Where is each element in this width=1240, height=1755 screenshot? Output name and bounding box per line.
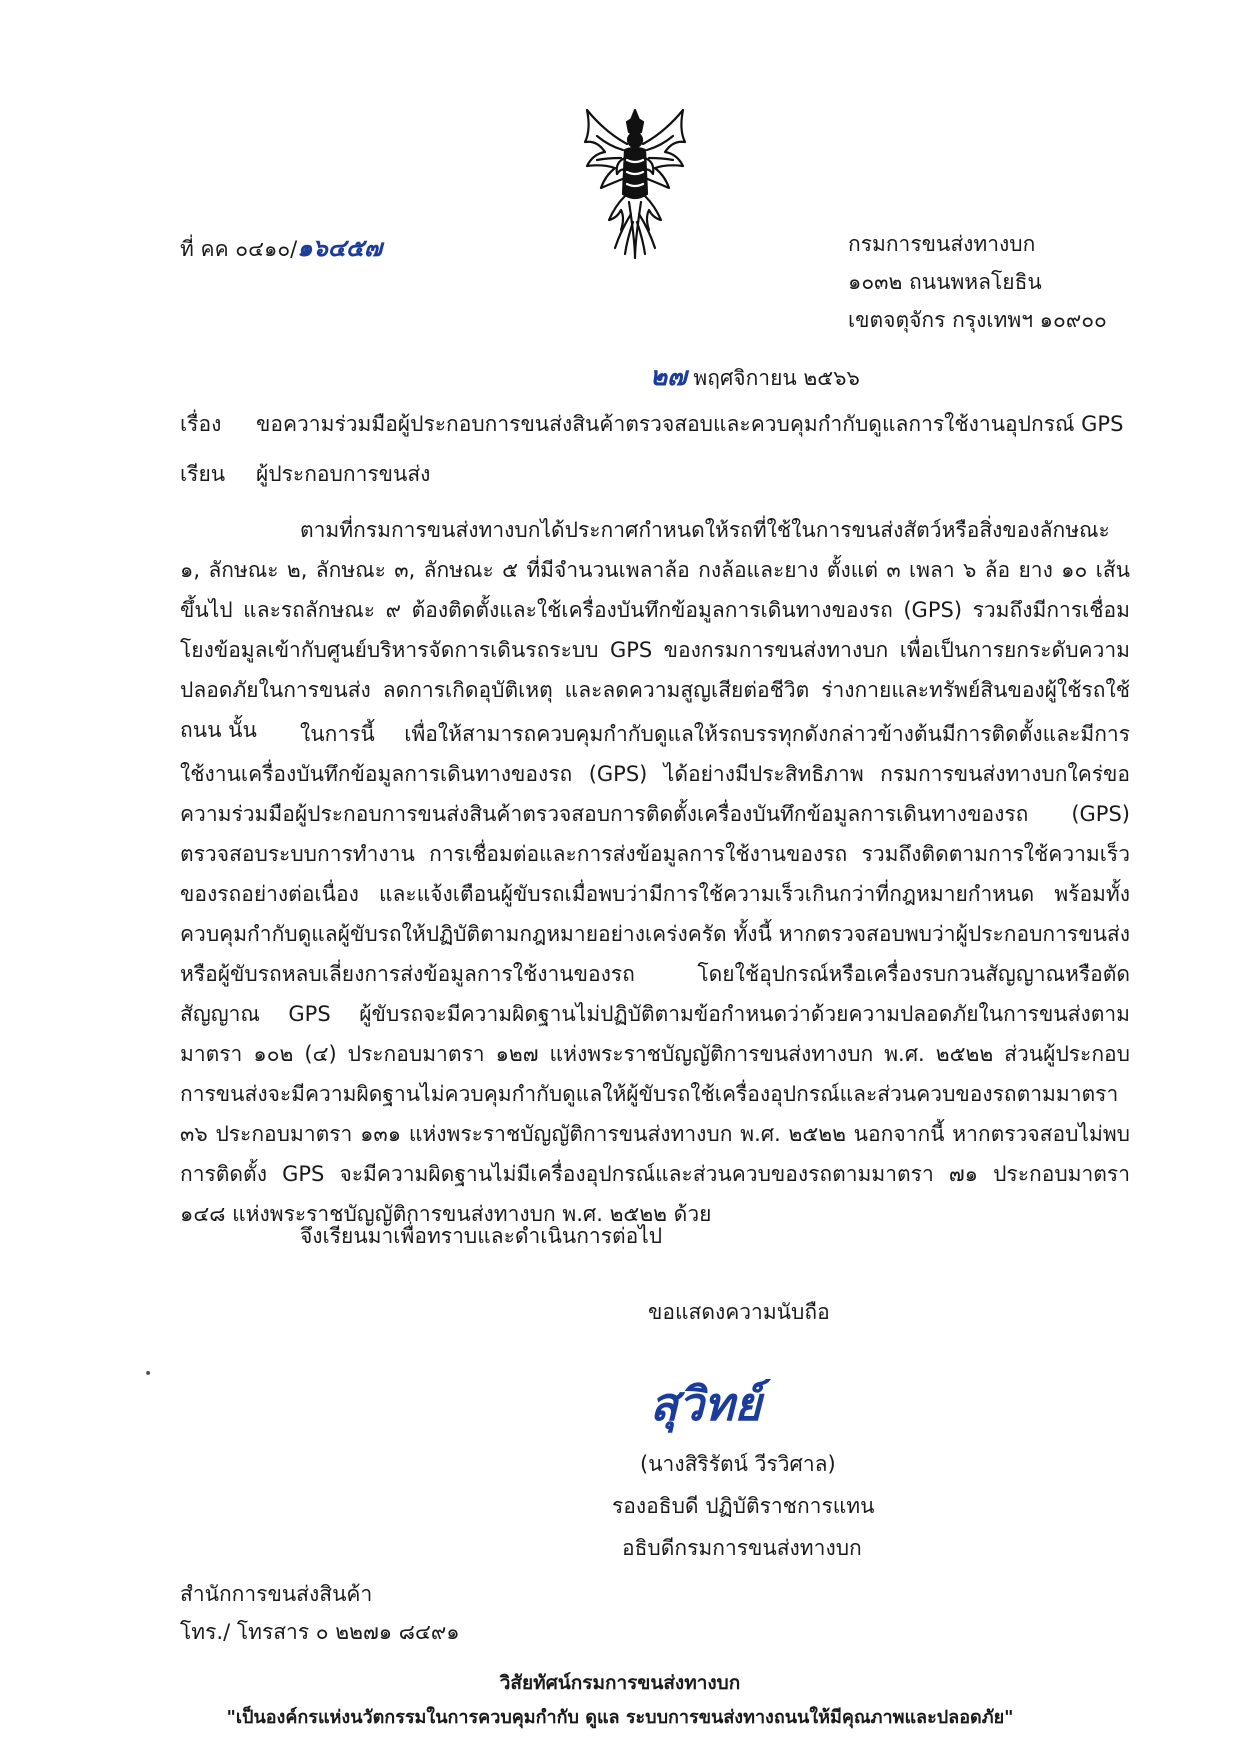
- body-paragraph-1: ตามที่กรมการขนส่งทางบกได้ประกาศกำหนดให้รถที่ใช้ในการขนส่งสัตว์หรือสิ่งของลักษณะ ๑, ลักษณะ ๒, ลักษณะ ๓, ลักษณะ ๕ ที่มีจำนวนเพลาล้อ กงล้อและยาง ตั้งแต่ ๓ เพลา ๖ ล้อ ยาง ๑๐ เส้นขึ้นไป และรถลักษณะ ๙ ต้องติดตั้งและใช้เครื่องบันทึกข้อมูลการเดินทางของรถ (GPS) รวมถึงมีการเชื่อมโยงข้อมูลเข้ากับศูนย์บริหารจัดการเดินรถระบบ GPS ของกรมการขนส่งทางบก เพื่อเป็นการยกระดับความปลอดภัยในการขนส่ง ลดการเกิดอุบัติเหตุ และลดความสูญเสียต่อชีวิต ร่างกายและทรัพย์สินของผู้ใช้รถใช้ถนน นั้น: [180, 518, 1130, 742]
- reference-prefix: ที่ คค ๐๔๑๐/: [180, 237, 298, 261]
- signer-position-2: อธิบดีกรมการขนส่งทางบก: [622, 1536, 862, 1560]
- office-contact: โทร./ โทรสาร ๐ ๒๒๗๑ ๘๔๙๑: [180, 1620, 460, 1644]
- signer-position-1: รองอธิบดี ปฏิบัติราชการแทน: [612, 1494, 875, 1518]
- signature-handwritten: สุวิทย์: [650, 1377, 762, 1431]
- date-line: [650, 356, 860, 397]
- signer-name: (นางสิริรัตน์ วีรวิศาล): [640, 1452, 836, 1476]
- recipient-text: ผู้ประกอบการขนส่ง: [256, 462, 431, 486]
- body-paragraph-2: ในการนี้ เพื่อให้สามารถควบคุมกำกับดูแลให้รถบรรทุกดังกล่าวข้างต้นมีการติดตั้งและมีการใช้งานเครื่องบันทึกข้อมูลการเดินทางของรถ (GPS) ได้อย่างมีประสิทธิภาพ กรมการขนส่งทางบกใคร่ขอความร่วมมือผู้ประกอบการขนส่งสินค้าตรวจสอบการติดตั้งเครื่องบันทึกข้อมูลการเดินทางของรถ (GPS) ตรวจสอบระบบการทำงาน การเชื่อมต่อและการส่งข้อมูลการใช้งานของรถ รวมถึงติดตามการใช้ความเร็วของรถอย่างต่อเนื่อง และแจ้งเตือนผู้ขับรถเมื่อพบว่ามีการใช้ความเร็วเกินกว่าที่กฎหมายกำหนด พร้อมทั้งควบคุมกำกับดูแลผู้ขับรถให้ปฏิบัติตามกฎหมายอย่างเคร่งครัด ทั้งนี้ หากตรวจสอบพบว่าผู้ประกอบการขนส่งหรือผู้ขับรถหลบเลี่ยงการส่งข้อมูลการใช้งานของรถ โดยใช้อุปกรณ์หรือเครื่องรบกวนสัญญาณหรือตัดสัญญาณ GPS ผู้ขับรถจะมีความผิดฐานไม่ปฏิบัติตามข้อกำหนดว่าด้วยความปลอดภัยในการขนส่งตามมาตรา ๑๐๒ (๔) ประกอบมาตรา ๑๒๗ แห่งพระราชบัญญัติการขนส่งทางบก พ.ศ. ๒๕๒๒ ส่วนผู้ประกอบการขนส่งจะมีความผิดฐานไม่ควบคุมกำกับดูแลให้ผู้ขับรถใช้เครื่องอุปกรณ์และส่วนควบของรถตามมาตรา ๓๖ ประกอบมาตรา ๑๓๑ แห่งพระราชบัญญัติการขนส่งทางบก พ.ศ. ๒๕๒๒ นอกจากนี้ หากตรวจสอบไม่พบการติดตั้ง GPS จะมีความผิดฐานไม่มีเครื่องอุปกรณ์และส่วนควบของรถตามมาตรา ๗๑ ประกอบมาตรา ๑๔๘ แห่งพระราชบัญญัติการขนส่งทางบก พ.ศ. ๒๕๒๒ ด้วย: [180, 722, 1130, 1226]
- margin-dot: •: [144, 1366, 153, 1382]
- sender-address-line3: เขตจตุจักร กรุงเทพฯ ๑๐๙๐๐: [848, 308, 1107, 332]
- date-month-year: พฤศจิกายน ๒๕๖๖: [693, 366, 860, 390]
- office-name: สำนักการขนส่งสินค้า: [180, 1582, 373, 1606]
- date-day-handwritten: ๒๗: [650, 362, 687, 392]
- subject-label: เรื่อง: [180, 412, 222, 436]
- recipient-label: เรียน: [180, 462, 226, 486]
- closing-text: ขอแสดงความนับถือ: [648, 1300, 830, 1324]
- sender-address-line1: กรมการขนส่งทางบก: [848, 232, 1036, 256]
- sender-address-line2: ๑๐๓๒ ถนนพหลโยธิน: [848, 270, 1042, 294]
- subject-text: ขอความร่วมมือผู้ประกอบการขนส่งสินค้าตรวจสอบและควบคุมกำกับดูแลการใช้งานอุปกรณ์ GPS: [256, 412, 1124, 436]
- reference-number-handwritten: ๑๖๔๕๗: [297, 233, 383, 262]
- vision-title: วิสัยทัศน์กรมการขนส่งทางบก: [499, 1672, 741, 1694]
- garuda-emblem-icon: [575, 102, 695, 262]
- vision-text: "เป็นองค์กรแห่งนวัตกรรมในการควบคุมกำกับ ดูแล ระบบการขนส่งทางถนนให้มีคุณภาพและปลอดภัย": [226, 1707, 1014, 1728]
- reference-line: [180, 228, 382, 267]
- body-paragraph-3: จึงเรียนมาเพื่อทราบและดำเนินการต่อไป: [300, 1224, 663, 1248]
